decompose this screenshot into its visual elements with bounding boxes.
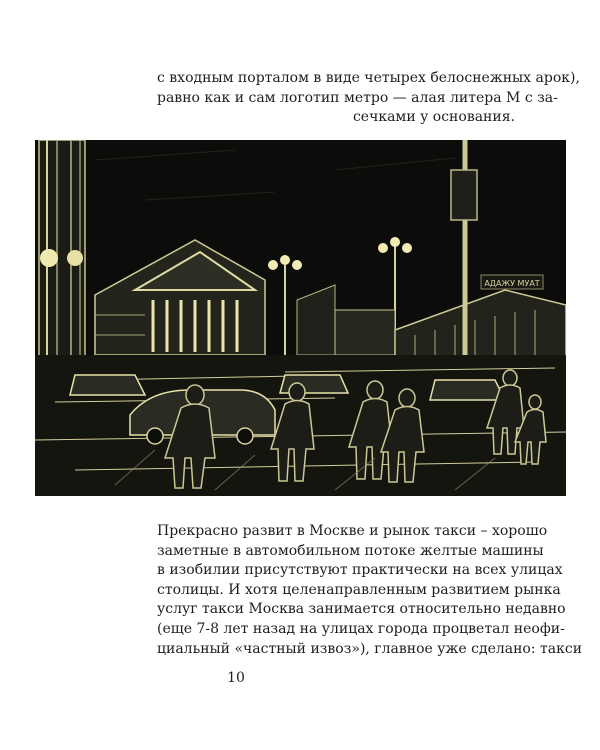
building-sign: АДАЖУ МУАТ xyxy=(484,279,540,288)
text-line: Прекрасно развит в Москве и рынок такси – хорошо xyxy=(157,523,548,539)
text-line: столицы. И хотя целенаправленным развитием рынка xyxy=(157,581,561,598)
paragraph-top xyxy=(157,69,580,128)
text-line: с входным порталом в виде четырех белоснежных арок), xyxy=(157,70,580,86)
paragraph-bottom xyxy=(157,522,583,659)
text-line: в изобилии присутствуют практически на всех улицах xyxy=(157,562,563,579)
text-line: заметные в автомобильном потоке желтые машины xyxy=(157,542,544,559)
text-line: (еще 7-8 лет назад на улицах города процветал неофи- xyxy=(157,620,565,637)
text-line: услуг такси Москва занимается относительно недавно xyxy=(157,601,566,618)
text-line: равно как и сам логотип метро — алая литера М с за- xyxy=(157,89,558,106)
night-moscow-illustration xyxy=(35,140,566,496)
text-line: циальный «частный извоз»), главное уже сделано: такси xyxy=(157,640,583,657)
illustration-drawing xyxy=(35,140,566,496)
text-line: сечками у основания. xyxy=(352,109,515,126)
page-number: 10 xyxy=(227,670,245,686)
